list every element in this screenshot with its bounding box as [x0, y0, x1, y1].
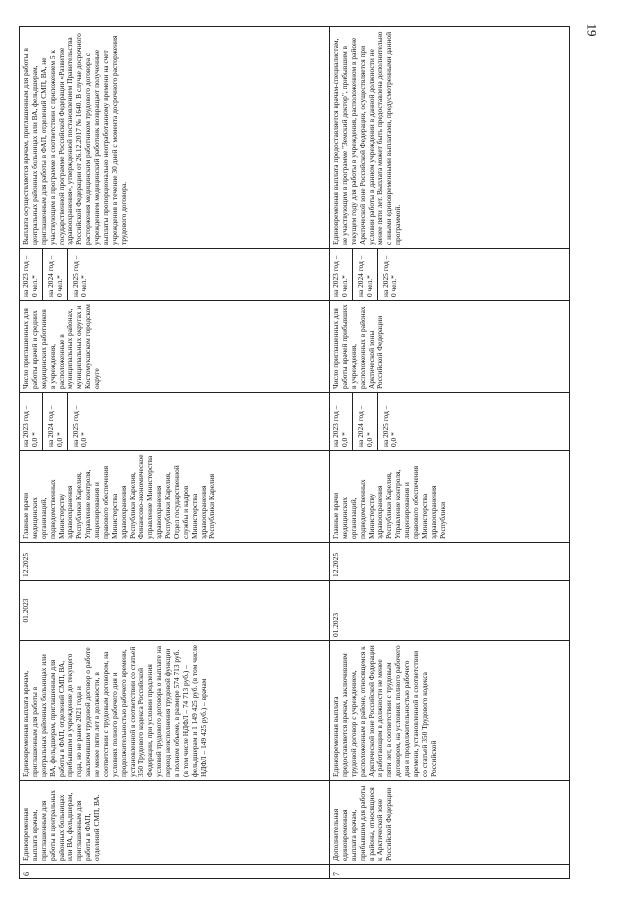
target-values	[330, 249, 570, 301]
row-number: 7	[330, 865, 570, 879]
indicator-values	[330, 393, 570, 451]
target-2023: на 2023 год – 0 чел.*	[330, 249, 353, 300]
start-date: 01.2023	[20, 581, 330, 641]
target-2023: на 2023 год – 0 чел.*	[20, 249, 43, 300]
indicator-value-2025: на 2025 год – 0,0 *	[380, 405, 399, 447]
measure-description: Единовременная выплата предоставляется врачам, заключившим трудовой договор с учреждением, расположенным в районе, относящемся к Арктической зоне Российской Федерации и работающим в должности не менее пяти лет, в соответствии с трудовым договором, на условиях полного рабочего дня и продолжительностью рабочего времени, установленной в соответствии со статьей 350 Трудового кодекса Российской	[330, 641, 570, 781]
indicator-value-2023: на 2023 год – 0,0 *	[20, 393, 43, 450]
indicator-description: Число приглашенных для работы врачей и средних медицинских работников в учреждения, расположенные в муниципальных районах, муниципальных округах и Костомукшском городском округе	[20, 301, 330, 393]
target-2025: на 2025 год – 0 чел.*	[380, 255, 399, 297]
indicator-value-2024: на 2024 год – 0,0 *	[45, 393, 68, 450]
indicator-description: Число приглашенных для работы врачей прибывших в учреждения, расположенных в районах Арктической зоны Российской Федерации	[330, 301, 570, 393]
indicator-value-2024: на 2024 год – 0,0 *	[355, 393, 378, 450]
table-row	[330, 27, 570, 879]
rotated-table-page	[19, 27, 574, 879]
indicator-value-2023: на 2023 год – 0,0 *	[330, 393, 353, 450]
responsible-executors: Главные врачи медицинских организаций, подведомственных Министерству здравоохранения Республики Карелия, Управление контроля, лицензирования и правового обеспечения Министерства здравоохранения Республики	[330, 451, 570, 543]
measure-name: Дополнительная единовременная выплата врачам, прибывшим для работы в районы, относящиеся к Арктической зоне Российской Федерации	[330, 781, 570, 865]
measure-name: Единовременная выплата врачам, приглашенным для работы в центральных районных больницах или ВА, фельдшерам, приглашенным для работы в ФАП, отделений СМП, ВА.	[20, 781, 330, 865]
indicator-value-2025: на 2025 год – 0,0 *	[70, 405, 89, 447]
target-2024: на 2024 год – 0 чел.*	[45, 249, 68, 300]
end-date: 12.2025	[330, 543, 570, 581]
measure-description: Единовременная выплата врачам, приглашенным для работы в центральных районных больницах или ВА, фельдшерам, приглашенным для работы в ФАП, отделений СМП, ВА, прибывшим в учреждение до текущего года, но не ранее 2021 года и заключившим трудовой договор о работе не менее пяти лет в должности, в соответствии с трудовым договором, на условиях полного рабочего дня и продолжительностью рабочего времени, установленной в соответствии со статьей 350 Трудового кодекса Российской Федерации, при условии продления условий трудового договора о выплате на период неисполнения трудовой функции в полном объеме, в размере 574 713 руб. (в том числе НДФЛ – 74 713 руб.) – фельдшерам и 1 149 425 руб. (в том числе НДФЛ – 149 425 руб.) – врачам	[20, 641, 330, 781]
page-number: 19	[584, 23, 600, 37]
end-date: 12.2025	[20, 543, 330, 581]
target-2024: на 2024 год – 0 чел.*	[355, 249, 378, 300]
target-values	[20, 249, 330, 301]
table-row	[20, 27, 330, 879]
row-number: 6	[20, 865, 330, 879]
program-measures-table	[19, 26, 570, 879]
notes: Единовременная выплата предоставляется врачам-специалистам, не участвующим в программе "Земский доктор", прибывшим в текущем году для работы в учреждения, расположенном в районе Арктической зоне Российской Федерации, осуществляется при условии работы в данном учреждении в данной должности не менее пяти лет. Выплата может быть предоставлена дополнительно с иными единовременными выплатами, предусмотренными данной программой.	[330, 27, 570, 249]
notes: Выплата осуществляется врачам, приглашенным для работы в центральных районных больницах или ВА, фельдшерам, приглашенным для работы в ФАП, отделений СМП, ВА, не участвующим в программе в соответствии с приложением 5 к государственной программе Российской Федерации «Развитие здравоохранения», утвержденной постановлением Правительства Российской Федерации от 26.12.2017 № 1640. В случае досрочного расторжения медицинским работником трудового договора с учреждением медицинский работник возвращает полученные выплаты пропорционально неотработанному времени на счет учреждения в течение 30 дней с момента досрочного расторжения трудового договора.	[20, 27, 330, 249]
target-2025: на 2025 год – 0 чел.*	[70, 255, 89, 297]
start-date: 01.2023	[330, 581, 570, 641]
indicator-values	[20, 393, 330, 451]
responsible-executors: Главные врачи медицинских организаций, подведомственных Министерству здравоохранения Республики Карелия, Управление контроля, лицензирования и правового обеспечения Министерства здравоохранения Республики Карелия, Финансово-экономическое управление Министерства здравоохранения Республики Карелия, Отдел государственной службы и кадров Министерства здравоохранения Республики Карелия	[20, 451, 330, 543]
